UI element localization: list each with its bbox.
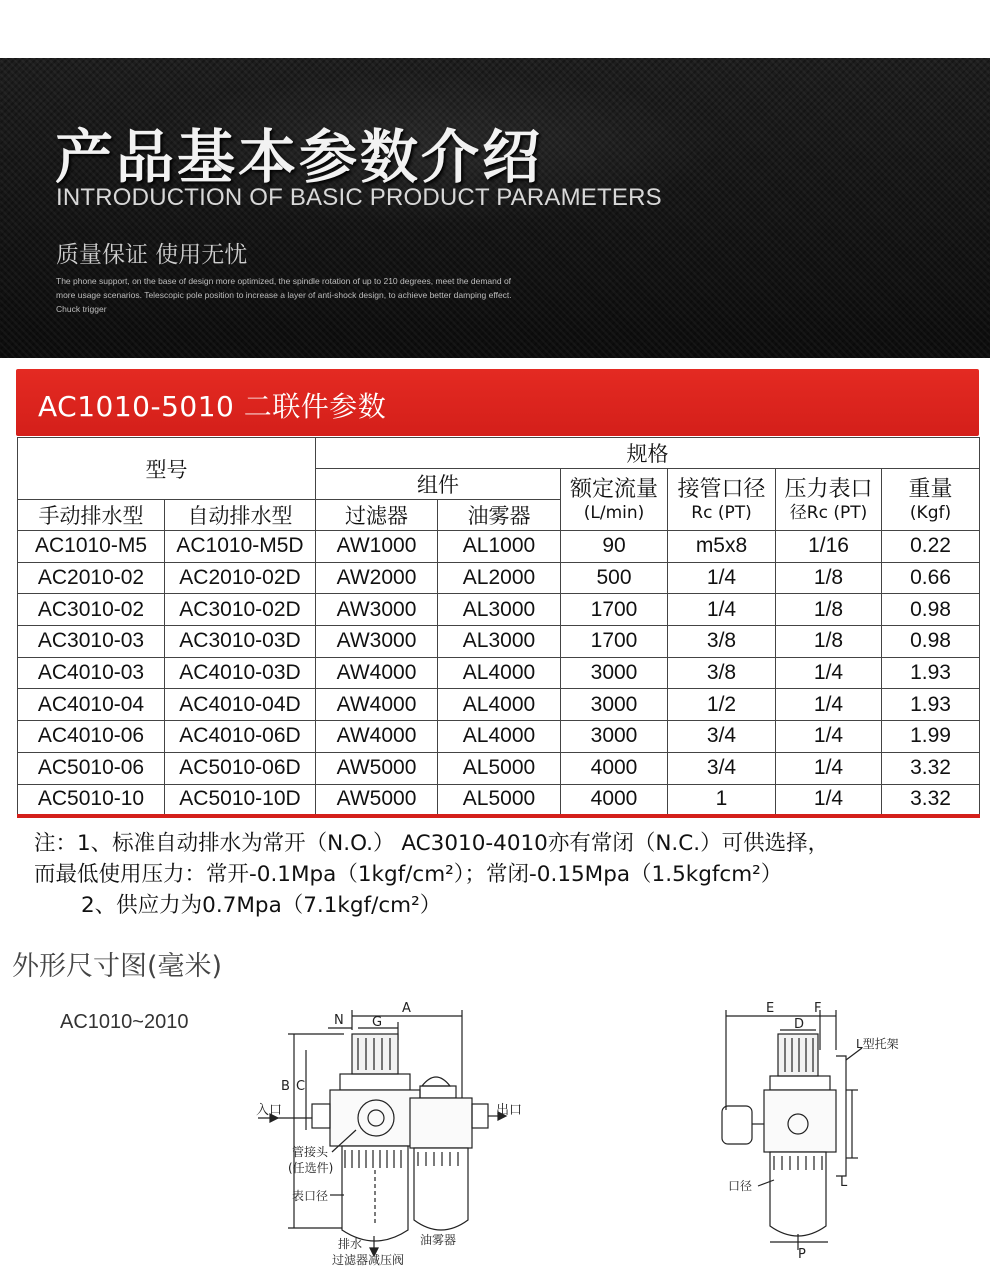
dimension-drawing	[0, 990, 990, 1268]
cell-manual: AC4010-03	[18, 657, 165, 689]
label-lubricator: 油雾器	[420, 1233, 457, 1247]
label-c: C	[296, 1079, 306, 1094]
cell-gauge: 1/4	[776, 721, 882, 753]
section-header	[16, 369, 979, 436]
header-auto: 自动排水型	[165, 500, 316, 531]
table-row	[18, 784, 980, 816]
cell-filter: AW4000	[316, 721, 438, 753]
header-gauge	[776, 469, 882, 531]
front-view-drawing	[258, 1010, 506, 1256]
cell-port: 3/8	[668, 626, 776, 658]
dimensions-title: 外形尺寸图(毫米)	[12, 951, 223, 982]
table-row	[18, 689, 980, 721]
cell-filter: AW1000	[316, 531, 438, 563]
cell-weight: 3.32	[882, 784, 980, 816]
label-drain: 排水	[338, 1237, 363, 1251]
cell-manual: AC3010-03	[18, 626, 165, 658]
cell-port: 1/4	[668, 594, 776, 626]
cell-weight: 0.22	[882, 531, 980, 563]
cell-manual: AC2010-02	[18, 562, 165, 594]
label-g: G	[372, 1015, 383, 1030]
label-filter-regulator: 过滤器减压阀	[332, 1253, 405, 1267]
cell-weight: 0.98	[882, 594, 980, 626]
table-row	[18, 562, 980, 594]
cell-port: 1/2	[668, 689, 776, 721]
banner-slogan: 质量保证 使用无忧	[56, 242, 248, 268]
header-filter: 过滤器	[316, 500, 438, 531]
header-flow	[561, 469, 668, 531]
header-flow-unit: (L/min)	[583, 502, 645, 523]
label-l: L	[840, 1175, 848, 1190]
cell-flow: 3000	[561, 689, 668, 721]
label-port-dia: 口径	[728, 1179, 753, 1193]
cell-port: 1	[668, 784, 776, 816]
header-manual: 手动排水型	[18, 500, 165, 531]
cell-auto: AC3010-02D	[165, 594, 316, 626]
cell-manual: AC3010-02	[18, 594, 165, 626]
cell-lubricator: AL2000	[438, 562, 561, 594]
header-component: 组件	[316, 469, 561, 500]
header-port	[668, 469, 776, 531]
cell-lubricator: AL4000	[438, 721, 561, 753]
label-optional: (任选件)	[288, 1161, 334, 1175]
hero-banner	[0, 58, 990, 358]
cell-auto: AC5010-06D	[165, 752, 316, 784]
table-row	[18, 531, 980, 563]
header-weight-unit: (Kgf)	[909, 502, 952, 523]
header-lubricator: 油雾器	[438, 500, 561, 531]
cell-weight: 0.98	[882, 626, 980, 658]
label-inlet: 入口	[256, 1103, 283, 1118]
cell-filter: AW3000	[316, 594, 438, 626]
cell-auto: AC2010-02D	[165, 562, 316, 594]
label-a: A	[402, 1001, 411, 1016]
header-spec: 规格	[316, 438, 980, 469]
table-row	[18, 594, 980, 626]
cell-weight: 1.93	[882, 689, 980, 721]
cell-lubricator: AL5000	[438, 784, 561, 816]
cell-gauge: 1/8	[776, 594, 882, 626]
label-p: P	[798, 1247, 806, 1262]
banner-title: 产品基本参数介绍	[55, 123, 544, 191]
label-bracket: L型托架	[856, 1037, 899, 1051]
cell-lubricator: AL1000	[438, 531, 561, 563]
header-weight	[882, 469, 980, 531]
label-b: B	[281, 1079, 290, 1094]
cell-flow: 1700	[561, 626, 668, 658]
cell-manual: AC4010-04	[18, 689, 165, 721]
cell-lubricator: AL4000	[438, 689, 561, 721]
cell-gauge: 1/4	[776, 784, 882, 816]
header-weight-label: 重量	[908, 476, 953, 502]
cell-gauge: 1/4	[776, 689, 882, 721]
section-title: AC1010-5010 二联件参数	[38, 390, 387, 423]
label-n: N	[334, 1013, 344, 1028]
cell-flow: 3000	[561, 721, 668, 753]
cell-weight: 1.93	[882, 657, 980, 689]
drawing-model-label: AC1010~2010	[60, 1011, 189, 1033]
cell-auto: AC4010-03D	[165, 657, 316, 689]
cell-manual: AC1010-M5	[18, 531, 165, 563]
cell-gauge: 1/16	[776, 531, 882, 563]
header-gauge-label: 压力表口	[784, 476, 873, 502]
label-e: E	[766, 1001, 775, 1016]
table-row	[18, 626, 980, 658]
cell-port: 3/4	[668, 752, 776, 784]
cell-lubricator: AL4000	[438, 657, 561, 689]
cell-filter: AW5000	[316, 784, 438, 816]
label-d: D	[794, 1017, 805, 1032]
cell-weight: 1.99	[882, 721, 980, 753]
label-f: F	[814, 1001, 822, 1016]
label-gauge-port: 表口径	[292, 1189, 329, 1203]
note-line-3: 2、供应力为0.7Mpa（7.1kgf/cm²）	[81, 893, 442, 918]
cell-manual: AC5010-10	[18, 784, 165, 816]
spec-table	[17, 437, 980, 818]
banner-subtitle: INTRODUCTION OF BASIC PRODUCT PARAMETERS	[56, 184, 662, 211]
cell-lubricator: AL3000	[438, 594, 561, 626]
table-row	[18, 721, 980, 753]
cell-auto: AC3010-03D	[165, 626, 316, 658]
cell-port: 3/4	[668, 721, 776, 753]
cell-port: 1/4	[668, 562, 776, 594]
header-gauge-unit: 径Rc (PT)	[789, 502, 868, 523]
cell-flow: 3000	[561, 657, 668, 689]
note-line-1: 注：1、标准自动排水为常开（N.O.） AC3010-4010亦有常闭（N.C.）可供选择，	[34, 831, 830, 856]
cell-auto: AC1010-M5D	[165, 531, 316, 563]
cell-port: 3/8	[668, 657, 776, 689]
cell-flow: 1700	[561, 594, 668, 626]
cell-gauge: 1/4	[776, 752, 882, 784]
notes	[34, 828, 829, 921]
header-flow-label: 额定流量	[569, 476, 658, 502]
cell-port: m5x8	[668, 531, 776, 563]
cell-filter: AW4000	[316, 689, 438, 721]
cell-manual: AC4010-06	[18, 721, 165, 753]
cell-gauge: 1/8	[776, 626, 882, 658]
cell-flow: 4000	[561, 784, 668, 816]
cell-gauge: 1/4	[776, 657, 882, 689]
cell-auto: AC4010-06D	[165, 721, 316, 753]
cell-weight: 3.32	[882, 752, 980, 784]
label-outlet: 出口	[496, 1103, 523, 1118]
label-fitting: 管接头	[292, 1145, 329, 1159]
header-model: 型号	[18, 438, 316, 500]
header-port-label: 接管口径	[677, 476, 766, 502]
table-row	[18, 752, 980, 784]
cell-filter: AW4000	[316, 657, 438, 689]
cell-filter: AW2000	[316, 562, 438, 594]
cell-lubricator: AL3000	[438, 626, 561, 658]
cell-filter: AW5000	[316, 752, 438, 784]
cell-gauge: 1/8	[776, 562, 882, 594]
cell-lubricator: AL5000	[438, 752, 561, 784]
banner-description: The phone support, on the base of design more optimized, the spindle rotation of up to 210 degrees, meet the demand of more usage scenarios. Telescopic pole position to increase a layer of anti-shock design, to achieve better damping effect. Chuck trigger	[56, 276, 512, 314]
header-port-unit: Rc (PT)	[691, 502, 752, 523]
cell-auto: AC4010-04D	[165, 689, 316, 721]
cell-auto: AC5010-10D	[165, 784, 316, 816]
cell-filter: AW3000	[316, 626, 438, 658]
cell-flow: 500	[561, 562, 668, 594]
side-view-drawing	[722, 1010, 862, 1250]
table-row	[18, 657, 980, 689]
cell-flow: 4000	[561, 752, 668, 784]
cell-manual: AC5010-06	[18, 752, 165, 784]
cell-weight: 0.66	[882, 562, 980, 594]
note-line-2: 而最低使用压力：常开-0.1Mpa（1kgf/cm²）；常闭-0.15Mpa（1.5kgfcm²）	[34, 862, 783, 887]
cell-flow: 90	[561, 531, 668, 563]
